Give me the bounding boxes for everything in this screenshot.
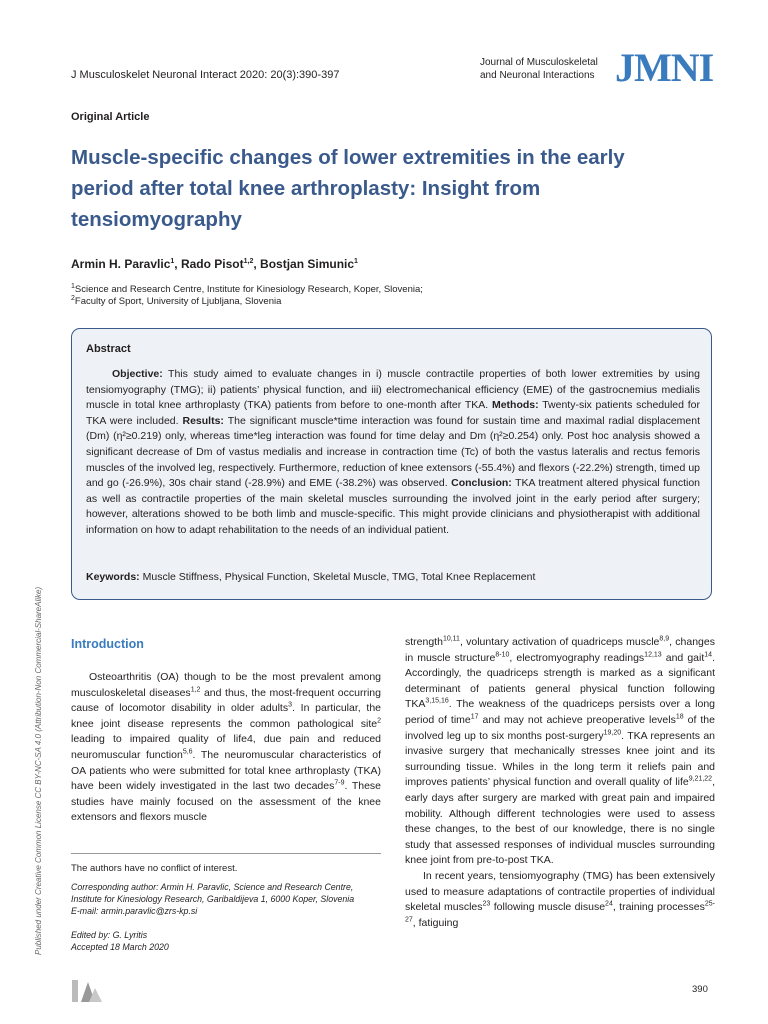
journal-name bbox=[480, 56, 598, 82]
citation-ref: 18 bbox=[675, 713, 684, 721]
corresponding-author bbox=[71, 881, 391, 917]
citation-ref: 3,15,16 bbox=[425, 697, 449, 705]
page-number: 390 bbox=[692, 984, 708, 995]
body-text: , fatiguing bbox=[412, 916, 459, 929]
affiliation-text: Science and Research Centre, Institute for Kinesiology Research, Koper, Slovenia; bbox=[74, 284, 423, 295]
author-affiliation-mark: 1 bbox=[354, 258, 358, 265]
body-text: of the involved leg up to six months post-surgery bbox=[405, 713, 715, 742]
section-heading-introduction: Introduction bbox=[71, 637, 144, 651]
author-affiliation-mark: 1,2 bbox=[243, 258, 254, 265]
paragraph bbox=[405, 869, 715, 931]
body-text: . These studies have mainly focused on the assessment of the knee extensors and flexors muscle bbox=[71, 780, 382, 824]
body-text: . The neuromuscular characteristics of OA patients who were submitted for total knee arthroplasty (TKA) have been widely investigated in the last two decades bbox=[71, 748, 381, 793]
citation-ref: 17 bbox=[470, 713, 479, 721]
methods-text: Twenty-six patients scheduled for TKA were included. bbox=[86, 399, 700, 427]
corresponding-email: E-mail: armin.paravlic@zrs-kp.si bbox=[71, 906, 198, 916]
journal-name-line1: Journal of Musculoskeletal bbox=[480, 57, 598, 68]
citation-ref: 5,6 bbox=[182, 748, 193, 756]
body-text: . TKA represents an invasive surgery that mechanically stresses knee joint and its surrounding tissue. Whiles in the long term it reliefs pain and improves patients’ physical function and overall quality of life bbox=[405, 729, 715, 789]
publisher-logo-icon bbox=[71, 978, 103, 1004]
citation-ref: 10,11 bbox=[442, 635, 460, 643]
keywords-text: Muscle Stiffness, Physical Function, Skeletal Muscle, TMG, Total Knee Replacement bbox=[139, 571, 536, 583]
objective-text: This study aimed to evaluate changes in i) muscle contractile properties of both lower extremities by using tensiomyography (TMG); ii) patients’ physical function, and iii) electromechanical efficiency (EME) of the gastrocnemius medialis muscle in total knee arthroplasty (TKA) patients from before to one-month after TKA. bbox=[86, 368, 700, 412]
keywords-label: Keywords: bbox=[86, 571, 140, 583]
body-text: . Accordingly, the quadriceps strength is marked as a significant determinant of patients general physical function following TKA bbox=[405, 651, 715, 711]
conclusion-label: Conclusion: bbox=[451, 477, 512, 490]
corresponding-line: Corresponding author: Armin H. Paravlic, Science and Research Centre, bbox=[71, 882, 354, 892]
conflict-statement: The authors have no conflict of interest. bbox=[71, 863, 238, 874]
keywords bbox=[86, 571, 700, 583]
affiliation-line bbox=[71, 296, 423, 308]
journal-logo: JMNI bbox=[615, 45, 714, 90]
author-name: Armin H. Paravlic bbox=[71, 257, 171, 271]
abstract-heading: Abstract bbox=[86, 343, 131, 355]
citation-ref: 14 bbox=[704, 651, 713, 659]
citation-ref: 24 bbox=[605, 900, 613, 908]
edited-by: Edited by: G. Lyritis bbox=[71, 930, 148, 940]
author-affiliation-mark: 1 bbox=[170, 258, 175, 265]
citation-ref: 7-9 bbox=[334, 779, 345, 787]
editorial-info bbox=[71, 929, 169, 953]
body-text: , training processes bbox=[612, 901, 705, 914]
author-name: Rado Pisot bbox=[180, 257, 244, 271]
license-notice: Published under Creative Common License CC BY-NC-SA 4.0 (Attribution-Non Commercial-ShareAlike) bbox=[34, 586, 43, 955]
author-list: Armin H. Paravlic$^1$, Rado Pisot$^{1,2}$, Bostjan Simunic$^1$ bbox=[71, 257, 358, 271]
body-text: , voluntary activation of quadriceps muscle bbox=[459, 636, 660, 648]
objective-label: Objective: bbox=[112, 368, 163, 380]
corresponding-line: Institute for Kinesiology Research, Garibaldijeva 1, 6000 Koper, Slovenia bbox=[71, 894, 355, 904]
results-label: Results: bbox=[182, 414, 224, 427]
affiliation-line bbox=[71, 284, 423, 296]
conclusion-text: TKA treatment altered physical function as well as contractile properties of the main skeletal muscles surrounding the involved joint in the early period after surgery; however, alterations showed to be both limb and muscle-specific. This might provide clinicians and physiotherapist with additional information on how to adapt rehabilitation to the needs of an individual patient. bbox=[86, 477, 701, 536]
affiliation-number: 2 bbox=[71, 294, 75, 302]
citation-ref: 19,20 bbox=[603, 729, 622, 737]
body-column-left bbox=[71, 670, 381, 826]
body-text: and gait bbox=[661, 651, 705, 664]
citation-ref: 12,13 bbox=[644, 651, 662, 659]
affiliation-number: 1 bbox=[71, 282, 75, 290]
body-text: . The weakness of the quadriceps persists over a long period of time bbox=[405, 698, 715, 726]
footnote-divider bbox=[71, 853, 381, 854]
methods-label: Methods: bbox=[491, 399, 539, 412]
article-title: Muscle-specific changes of lower extremities in the early period after total knee arthroplasty: Insight from tensiomyography bbox=[71, 146, 625, 231]
citation-ref: 23 bbox=[482, 900, 491, 908]
body-text: and may not achieve preoperative levels bbox=[478, 713, 676, 726]
body-text: In recent years, tensiomyography (TMG) has been extensively used to measure adaptations of contractile properties of individual skeletal muscles bbox=[405, 869, 715, 914]
body-text: strength bbox=[405, 636, 443, 648]
body-text: , changes in muscle structure bbox=[405, 636, 715, 664]
body-text: and thus, the most-frequent occurring cause of locomotor disability in older adults bbox=[71, 686, 381, 715]
affiliations bbox=[71, 284, 423, 308]
body-text: leading to impaired quality of life4, due pain and reduced neuromuscular function bbox=[71, 733, 381, 761]
accepted-date: Accepted 18 March 2020 bbox=[71, 942, 169, 952]
results-text: The significant muscle*time interaction was found for sustain time and maximal radial displacement (Dm) (η²≥0.219) only, whereas time*leg interaction was found for time delay and Dm (η²≥0.254) only. Post hoc analysis showed a significant decrease of Dm of vastus medialis and increase in contraction time (Tc) of both the vastus lateralis and rectus femoris muscles of the involved leg, respectively. Furthermore, reduction of knee extensors (-55.4%) and flexors (-22.2%) strength, timed up and go (-26.9%), 30s chair stand (-28.9%) and EME (-38.2%) was observed. bbox=[86, 414, 700, 490]
citation-ref: 3 bbox=[288, 701, 292, 709]
journal-name-line2: and Neuronal Interactions bbox=[480, 70, 595, 81]
abstract-body bbox=[86, 367, 700, 539]
article-type: Original Article bbox=[71, 111, 150, 123]
citation-ref: 8-10 bbox=[495, 651, 510, 659]
body-text: . In particular, the knee joint disease represents the common pathological site bbox=[71, 702, 381, 730]
citation-ref: 8,9 bbox=[659, 635, 670, 643]
citation-ref: 1,2 bbox=[190, 686, 201, 694]
body-text: Osteoarthritis (OA) though to be the most prevalent among musculoskeletal diseases bbox=[71, 671, 381, 699]
affiliation-text: Faculty of Sport, University of Ljubljana, Slovenia bbox=[74, 296, 282, 307]
paragraph bbox=[405, 635, 715, 869]
journal-citation: J Musculoskelet Neuronal Interact 2020: 20(3):390-397 bbox=[71, 69, 340, 81]
citation-ref: 9,21,22 bbox=[688, 775, 713, 783]
citation-ref: 2 bbox=[377, 717, 381, 725]
body-text: , electromyography readings bbox=[509, 651, 645, 664]
body-column-right bbox=[405, 635, 715, 931]
citation-ref: 25-27 bbox=[405, 900, 716, 924]
body-text: , early days after surgery are marked with great pain and impaired mobility. Although different technologies were used to assess these changes, to the best of our knowledge, there is no single study that assessed responses of individual muscles surrounding knee joint from pre-to-post TKA. bbox=[405, 776, 715, 867]
author-name: Bostjan Simunic bbox=[260, 257, 355, 271]
body-text: following muscle disuse bbox=[490, 901, 606, 914]
